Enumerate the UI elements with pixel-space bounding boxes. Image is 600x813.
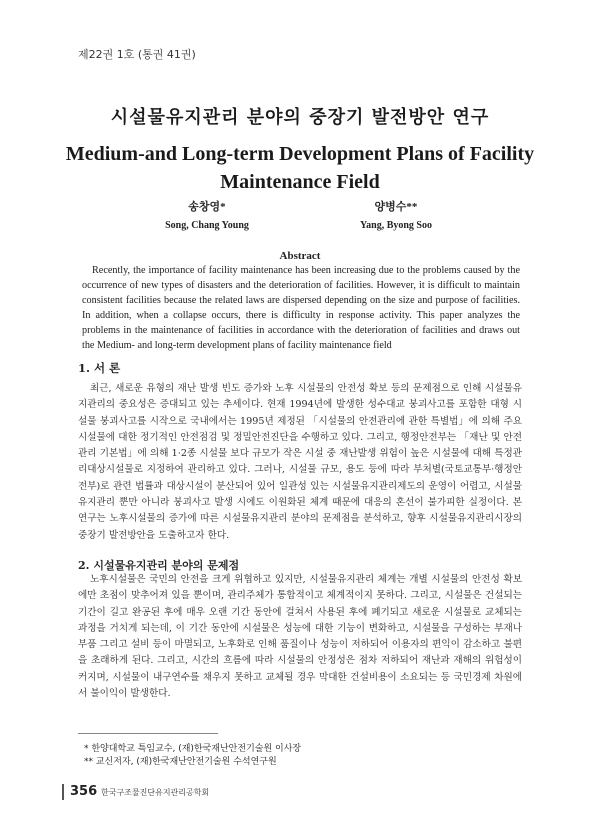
footnote-2: ** 교신저자, (재)한국재난안전기술원 수석연구원: [84, 757, 277, 767]
page-number: 356: [70, 784, 98, 799]
author-2-korean-name: 양병수**: [374, 201, 418, 213]
footer-divider: [62, 784, 64, 800]
footnote-1: * 한양대학교 특임교수, (재)한국재난안전기술원 이사장: [84, 744, 302, 754]
author-1: [117, 200, 297, 231]
abstract-heading: Abstract: [279, 250, 321, 262]
author-1-english-name: Song, Chang Young: [165, 220, 249, 231]
english-title: [60, 140, 540, 196]
author-2-english-name: Yang, Byong Soo: [360, 220, 432, 231]
section-1-paragraph: 최근, 새로운 유형의 재난 발생 빈도 증가와 노후 시설물의 안전성 확보 등의 문제점으로 인해 시설물유지관리의 중요성은 증대되고 있는 추세이다. 현재 1994년에 발생한 성수대교 붕괴사고를 포함한 대형 시설물 붕괴사고를 시작으로 국내에서는 1995년 제정된 「시설물의 안전관리에 관한 특별법」에 의해 주요 시설물에 대한 정기적인 안전점검 및 정밀안전진단을 수행하고 있다. 그리고, 행정안전부는 「재난 및 안전관리 기본법」에 의해 1·2종 시설물 보다 규모가 작은 시설 중 재난발생 위험이 높은 시설물에 대해 특정관리대상시설물로 지정하여 관리하고 있다. 그러나, 시설물 규모, 용도 등에 따라 부처별(국토교통부·행정안전부)로 관련 법률과 대상시설이 분산되어 있어 일관성 있는 시설물유지관리제도의 운영이 어렵고, 시설물유지관리 뿐만 아니라 붕괴사고 발생 시에도 이원화된 체계 때문에 대응의 혼선이 불가피한 실정이다. 본 연구는 노후시설물의 증가에 따른 시설물유지관리 분야의 문제점을 분석하고, 향후 시설물유지관리시장의 중장기 발전방안을 도출하고자 한다.: [78, 383, 522, 541]
section-2-paragraph: 노후시설물은 국민의 안전을 크게 위협하고 있지만, 시설물유지관리 체계는 개별 시설물의 안전성 확보에만 초점이 맞추어져 있을 뿐이며, 관리주체가 통합적이고 체계적이지 못하다. 그리고, 시설물은 건설되는 기간이 길고 완공된 후에 매우 오랜 기간 동안에 걸쳐서 사용된 후에 폐기되고 새로운 시설물로 교체되는 과정을 거치게 되는데, 이 기간 동안에 시설물은 성능에 대한 기능이 변화하고, 시설물을 구성하는 부재나 부품 그리고 설비 등이 마멸되고, 노후화로 인해 품질이나 성능이 저하되어 이용자의 편익이 감소하고 불편을 초래하게 된다. 그리고, 시간의 흐름에 따라 시설물의 안정성은 점차 저하되어 재난과 재해의 위험성이 커지며, 시설물이 내구연수를 채우지 못하고 교체될 경우 막대한 건설비용이 소요되는 등 국민경제 차원에서 불이익이 발생한다.: [78, 574, 522, 700]
author-2: [306, 200, 486, 231]
section-1-heading: 1. 서 론: [78, 361, 121, 375]
author-1-korean-name: 송창영*: [188, 201, 226, 213]
section-2-heading: 2. 시설물유지관리 분야의 문제점: [78, 559, 240, 572]
english-title-line-1: Medium-and Long-term Development Plans of Facility: [65, 143, 535, 165]
footnote-divider: [78, 733, 218, 734]
issue-info: 제22권 1호 (통권 41권): [78, 48, 196, 61]
abstract-text: Recently, the importance of facility maintenance has been increasing due to the problems caused by the occurrence of new types of disasters and the deterioration of facilities. However, it is difficult to maintain consistent facilities because the related laws are dispersed depending on the size and purpose of facilities. In addition, when a collapse occurs, there is difficulty in response activity. This paper analyzes the problems in the maintenance of facilities in accordance with the deterioration of facilities and draws out the Medium- and long-term development plans of facility maintenance field: [82, 265, 520, 351]
journal-name: 한국구조물진단유지관리공학회: [101, 788, 210, 797]
english-title-line-2: Maintenance Field: [220, 171, 380, 193]
korean-title: 시설물유지관리 분야의 중장기 발전방안 연구: [110, 107, 490, 128]
